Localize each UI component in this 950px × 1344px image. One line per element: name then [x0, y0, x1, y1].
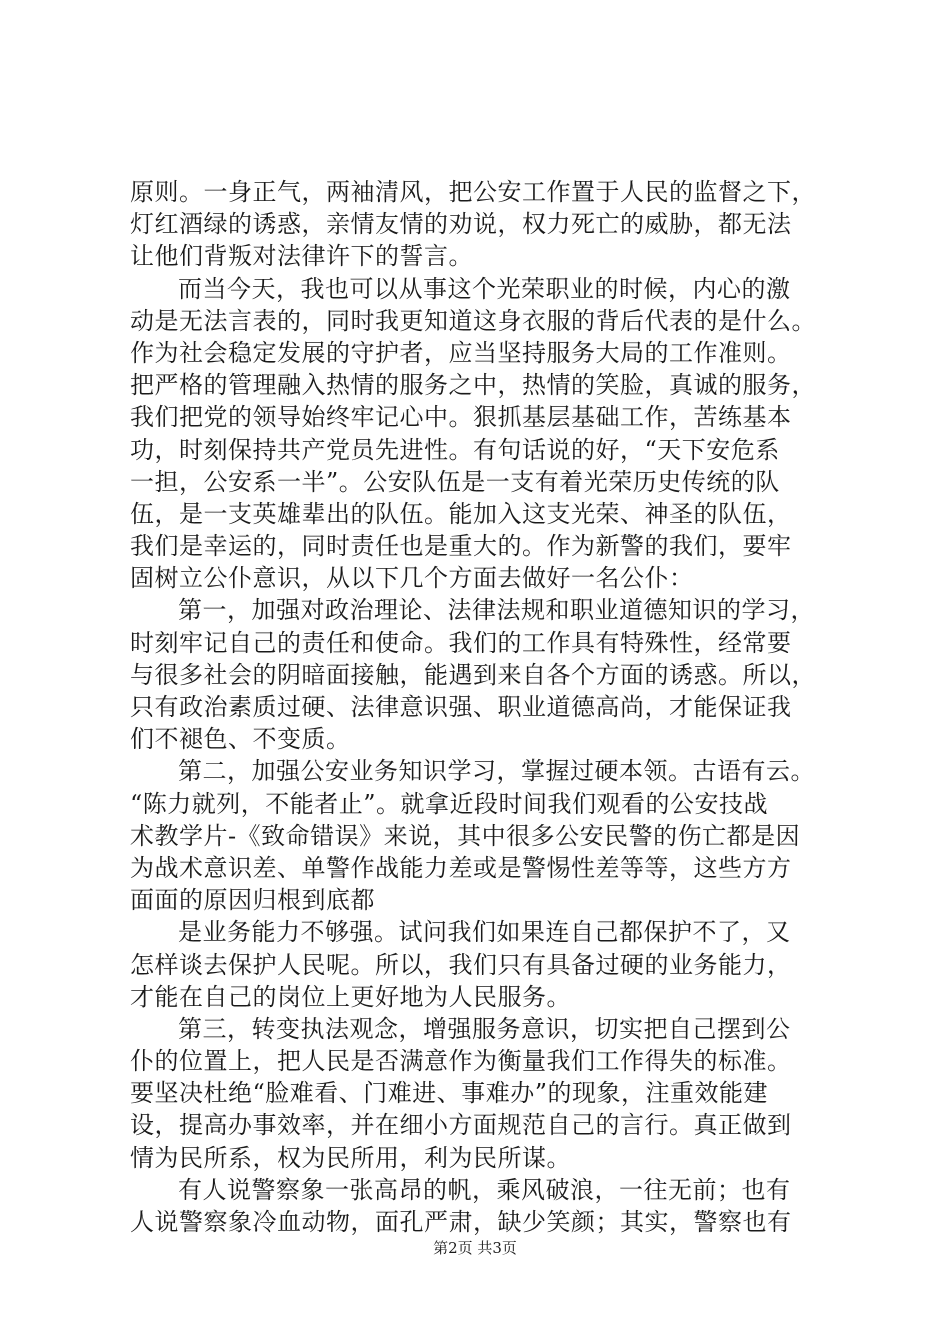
text-line: 与很多社会的阴暗面接触，能遇到来自各个方面的诱惑。所以， [130, 660, 816, 689]
text-line: 情为民所系，权为民所用，利为民所谋。 [130, 1143, 571, 1172]
text-line: 时刻牢记自己的责任和使命。我们的工作具有特殊性，经常要 [130, 628, 792, 657]
text-line: 只有政治素质过硬、法律意识强、职业道德高尚，才能保证我 [130, 693, 792, 721]
text-line: 人说警察象冷血动物，面孔严肃，缺少笑颜；其实，警察也有 [130, 1208, 792, 1236]
text-line: 我们是幸运的，同时责任也是重大的。作为新警的我们，要牢 [130, 532, 792, 561]
text-line: 仆的位置上，把人民是否满意作为衡量我们工作得失的标准。 [130, 1047, 792, 1076]
text-line: 怎样谈去保护人民呢。所以，我们只有具备过硬的业务能力， [130, 950, 792, 979]
text-line: 是业务能力不够强。试问我们如果连自己都保护不了，又 [178, 918, 791, 947]
text-line: 我们把党的领导始终牢记心中。狠抓基层基础工作，苦练基本 [130, 403, 792, 432]
text-line: “陈力就列，不能者止”。就拿近段时间我们观看的公安技战 [130, 789, 769, 818]
text-line: 原则。一身正气，两袖清风，把公安工作置于人民的监督之下， [130, 178, 816, 206]
text-line: 为战术意识差、单警作战能力差或是警惕性差等等，这些方方 [130, 853, 792, 882]
text-line: 而当今天，我也可以从事这个光荣职业的时候，内心的激 [178, 274, 791, 303]
text-line: 第一，加强对政治理论、法律法规和职业道德知识的学习， [178, 596, 815, 625]
text-line: 伍，是一支英雄辈出的队伍。能加入这支光荣、神圣的队伍， [130, 499, 792, 528]
text-line: 作为社会稳定发展的守护者，应当坚持服务大局的工作准则。 [130, 338, 792, 367]
text-line: 术教学片-《致命错误》来说，其中很多公安民警的伤亡都是因 [130, 821, 801, 850]
text-line: 动是无法言表的，同时我更知道这身衣服的背后代表的是什么。 [130, 306, 816, 335]
text-line: 们不褪色、不变质。 [130, 725, 351, 754]
text-line: 一担，公安系一半”。公安队伍是一支有着光荣历史传统的队 [130, 467, 780, 496]
text-line: 把严格的管理融入热情的服务之中，热情的笑脸，真诚的服务， [130, 371, 816, 400]
text-line: 灯红酒绿的诱惑，亲情友情的劝说，权力死亡的威胁，都无法 [130, 210, 792, 239]
text-line: 有人说警察象一张高昂的帆，乘风破浪，一往无前；也有 [178, 1175, 791, 1204]
text-line: 面面的原因归根到底都 [130, 886, 375, 915]
text-line: 要坚决杜绝“脸难看、门难进、事难办”的现象，注重效能建 [130, 1079, 769, 1108]
text-line: 功，时刻保持共产党员先进性。有句话说的好，“天下安危系 [130, 435, 780, 464]
text-line: 第二，加强公安业务知识学习，掌握过硬本领。古语有云。 [178, 757, 815, 786]
text-line: 让他们背叛对法律许下的誓言。 [130, 242, 473, 271]
page-footer: 第2页 共3页 [433, 1239, 517, 1257]
text-line: 设，提高办事效率，并在细小方面规范自己的言行。真正做到 [130, 1111, 792, 1140]
text-line: 固树立公仆意识，从以下几个方面去做好一名公仆： [130, 564, 694, 593]
text-line: 第三，转变执法观念，增强服务意识，切实把自己摆到公 [178, 1014, 791, 1043]
text-line: 才能在自己的岗位上更好地为人民服务。 [130, 982, 571, 1011]
document-body [130, 176, 830, 1238]
